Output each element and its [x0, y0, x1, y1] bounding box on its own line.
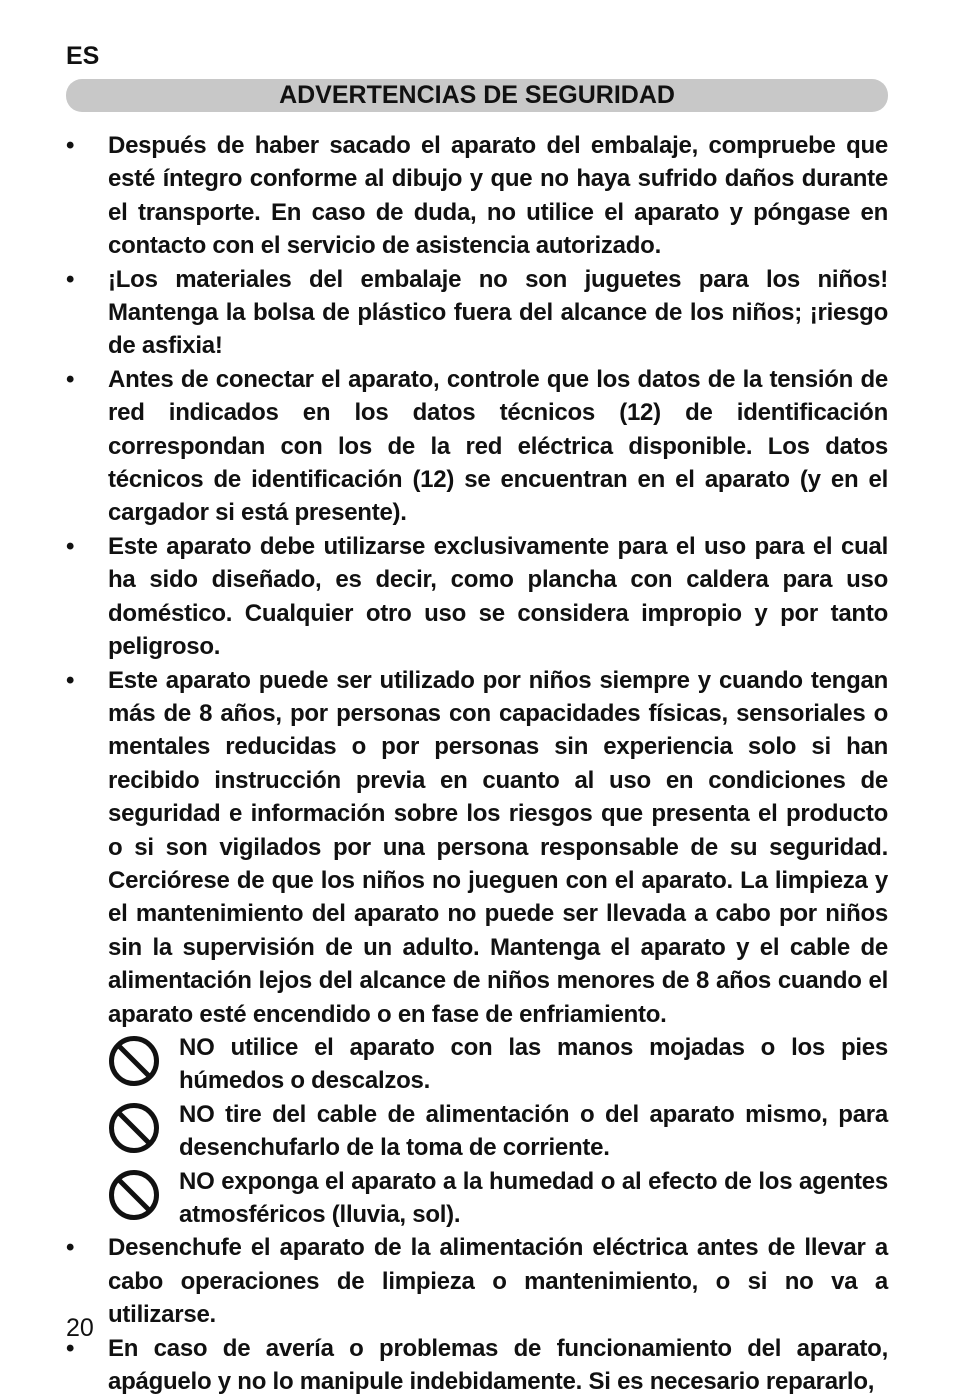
list-item-text: Desenchufe el aparato de la alimentación eléctrica antes de llevar a cabo operaciones de limpieza o mantenimiento, o si no va a utilizarse. [108, 1234, 888, 1329]
prohibition-warning [66, 1098, 888, 1165]
section-title: ADVERTENCIAS DE SEGURIDAD [66, 79, 888, 112]
bullet: • [66, 1334, 75, 1362]
list-item [66, 363, 888, 530]
safety-warnings-list [66, 129, 888, 1398]
prohibition-warning [66, 1031, 888, 1098]
list-item-text: ¡Los materiales del embalaje no son juguetes para los niños! Mantenga la bolsa de plástico fuera del alcance de los niños; ¡riesgo de asfixia! [108, 265, 888, 360]
prohibition-icon [108, 1035, 160, 1087]
bullet: • [66, 132, 75, 159]
prohibition-warning [66, 1165, 888, 1232]
warning-text: NO utilice el aparato con las manos mojadas o los pies húmedos o descalzos. [179, 1033, 888, 1095]
prohibition-icon [108, 1102, 160, 1154]
page-number: 20 [66, 1314, 94, 1342]
warning-text: NO exponga el aparato a la humedad o al efecto de los agentes atmosféricos (lluvia, sol). [179, 1167, 888, 1228]
list-item-text: Antes de conectar el aparato, controle que los datos de la tensión de red indicados en los datos técnicos (12) de identificación correspondan con los de la red eléctrica disponible. Los datos técnicos de identificación (12) se encuentran en el aparato (y en el cargador si está presente). [108, 365, 888, 527]
prohibition-icon [108, 1169, 160, 1221]
bullet: • [66, 265, 75, 293]
list-item [66, 1231, 888, 1331]
list-item [66, 263, 888, 363]
list-item [66, 530, 888, 664]
bullet: • [66, 532, 75, 560]
list-item [66, 1332, 888, 1398]
list-item [66, 664, 888, 1031]
list-item-text: Este aparato puede ser utilizado por niños siempre y cuando tengan más de 8 años, por personas con capacidades físicas, sensoriales o mentales reducidas o por personas sin experiencia solo si han recibido instrucción previa en cuanto al uso en condiciones de seguridad e información sobre los riesgos que presenta el producto o si son vigilados por una persona responsable de su seguridad. Cerciórese de que los niños no jueguen con el aparato. La limpieza y el mantenimiento del aparato no puede ser llevada a cabo por niños sin la supervisión de un adulto. Mantenga el aparato y el cable de alimentación lejos del alcance de niños menores de 8 años cuando el aparato esté encendido o en fase de enfriamiento. [108, 666, 888, 1028]
list-item-text: Después de haber sacado el aparato del embalaje, compruebe que esté íntegro conforme al dibujo y que no haya sufrido daños durante el transporte. En caso de duda, no utilice el aparato y póngase en contacto con el servicio de asistencia autorizado. [108, 132, 888, 260]
list-item-text: En caso de avería o problemas de funcionamiento del aparato, apáguelo y no lo manipule indebidamente. Si es necesario repararlo, [108, 1334, 888, 1396]
language-code: ES [66, 42, 100, 70]
bullet: • [66, 666, 75, 694]
warning-text: NO tire del cable de alimentación o del aparato mismo, para desenchufarlo de la toma de corriente. [179, 1100, 888, 1162]
bullet: • [66, 1234, 75, 1262]
bullet: • [66, 365, 75, 393]
list-item-text: Este aparato debe utilizarse exclusivamente para el uso para el cual ha sido diseñado, es decir, como plancha con caldera para uso doméstico. Cualquier otro uso se considera impropio y por tanto peligroso. [108, 532, 888, 661]
list-item [66, 129, 888, 263]
